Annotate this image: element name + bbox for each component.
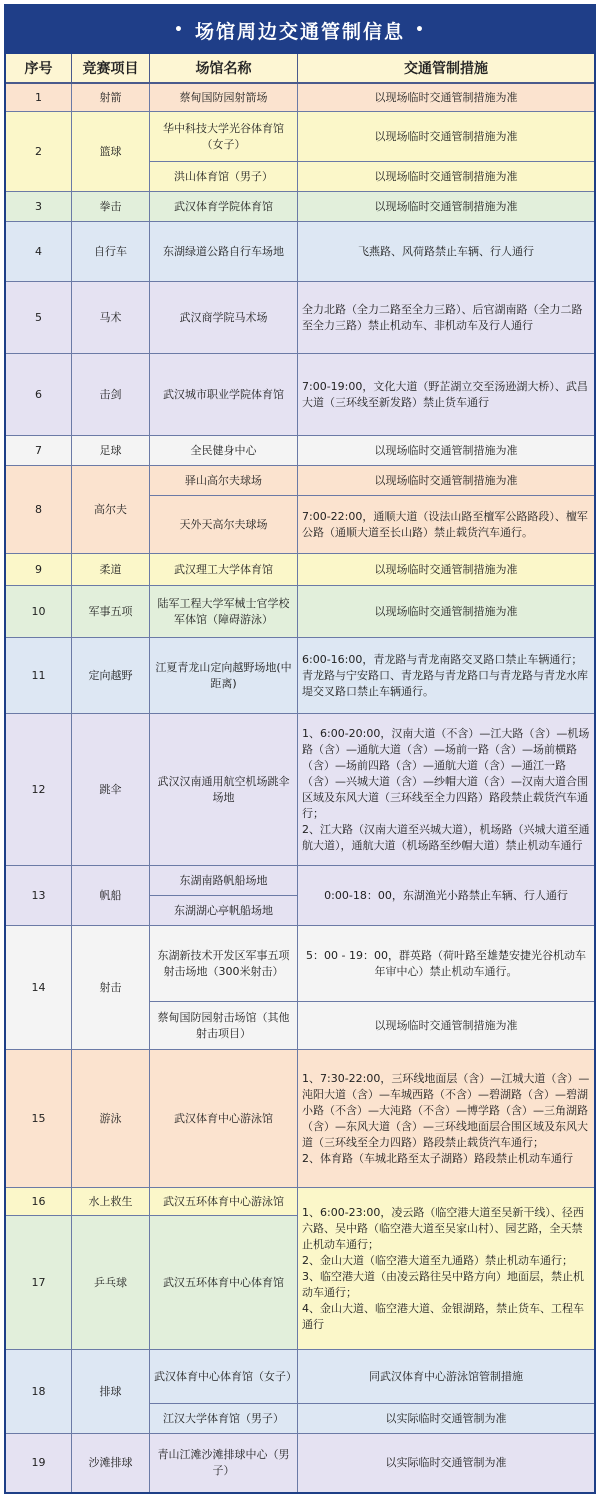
row-sport: 定向越野 (72, 638, 150, 714)
control-measure: 以现场临时交通管制措施为准 (298, 1002, 594, 1050)
control-measure: 以现场临时交通管制措施为准 (298, 586, 594, 638)
row-sport: 自行车 (72, 222, 150, 282)
page-title (6, 6, 594, 54)
header-no: 序号 (6, 54, 72, 84)
venue-name: 洪山体育馆（男子） (150, 162, 298, 192)
venue-name: 东湖湖心亭帆船场地 (150, 896, 298, 926)
venue-name: 武汉城市职业学院体育馆 (150, 354, 298, 436)
venue-name: 江夏青龙山定向越野场地(中距离) (150, 638, 298, 714)
control-measure: 5：00 - 19：00，群英路（荷叶路至雄楚安捷光谷机动车年审中心）禁止机动车通行。 (298, 926, 594, 1002)
control-measure: 全力北路（全力二路至全力三路）、后官湖南路（全力二路至全力三路）禁止机动车、非机动车及行人通行 (298, 282, 594, 354)
venue-name: 青山江滩沙滩排球中心（男子） (150, 1434, 298, 1492)
venue-name: 蔡甸国防园射击场馆（其他射击项目） (150, 1002, 298, 1050)
control-measure: 1、6:00-23:00，凌云路（临空港大道至吴新干线）、径西六路、吴中路（临空港大道至吴家山村）、园艺路，全天禁止机动车通行； 2、金山大道（临空港大道至九通路）禁止机动车通行； 3、临空港大道（由凌云路往吴中路方向）地面层，禁止机动车通行； 4、金山大道、临空港大道、金银湖路，禁止货车、工程车通行 (298, 1188, 594, 1350)
bullet-icon: • (174, 22, 185, 38)
row-sport: 高尔夫 (72, 466, 150, 554)
header-sport: 竞赛项目 (72, 54, 150, 84)
row-no: 10 (6, 586, 72, 638)
venue-name: 陆军工程大学军械士官学校军体馆（障碍游泳） (150, 586, 298, 638)
row-sport: 拳击 (72, 192, 150, 222)
row-sport: 足球 (72, 436, 150, 466)
control-measure: 0:00-18：00，东湖渔光小路禁止车辆、行人通行 (298, 866, 594, 926)
row-no: 4 (6, 222, 72, 282)
header-venue: 场馆名称 (150, 54, 298, 84)
row-sport: 跳伞 (72, 714, 150, 866)
venue-name: 武汉汉南通用航空机场跳伞场地 (150, 714, 298, 866)
control-measure: 以现场临时交通管制措施为准 (298, 436, 594, 466)
traffic-control-table (4, 4, 596, 1494)
row-no: 9 (6, 554, 72, 586)
control-measure: 1、6:00-20:00，汉南大道（不含）—江大路（含）—机场路（含）—通航大道（含）—场前一路（含）—场前横路（含）—场前四路（含）—通航大道（含）—通江一路（含）—兴城大道（含）—纱帽大道（含）—汉南大道合围区域及东风大道（三环线至全力四路）路段禁止载货汽车通行； 2、江大路（汉南大道至兴城大道），机场路（兴城大道至通航大道），通航大道（机场路至纱帽大道）禁止机动车通行 (298, 714, 594, 866)
row-no: 17 (6, 1216, 72, 1350)
row-no: 2 (6, 112, 72, 192)
row-sport: 射击 (72, 926, 150, 1050)
row-no: 18 (6, 1350, 72, 1434)
venue-name: 武汉体育中心体育馆（女子） (150, 1350, 298, 1404)
row-no: 12 (6, 714, 72, 866)
venue-name: 东湖南路帆船场地 (150, 866, 298, 896)
venue-name: 东湖新技术开发区军事五项射击场地（300米射击） (150, 926, 298, 1002)
row-no: 5 (6, 282, 72, 354)
row-sport: 击剑 (72, 354, 150, 436)
control-measure: 7:00-19:00，文化大道（野芷湖立交至汤逊湖大桥）、武昌大道（三环线至新发路）禁止货车通行 (298, 354, 594, 436)
row-sport: 军事五项 (72, 586, 150, 638)
row-sport: 篮球 (72, 112, 150, 192)
venue-name: 东湖绿道公路自行车场地 (150, 222, 298, 282)
header-measure: 交通管制措施 (298, 54, 594, 84)
row-no: 13 (6, 866, 72, 926)
venue-name: 武汉体育中心游泳馆 (150, 1050, 298, 1188)
venue-name: 蔡甸国防园射箭场 (150, 84, 298, 112)
row-no: 16 (6, 1188, 72, 1216)
row-sport: 马术 (72, 282, 150, 354)
venue-name: 武汉商学院马术场 (150, 282, 298, 354)
row-sport: 排球 (72, 1350, 150, 1434)
row-no: 7 (6, 436, 72, 466)
row-no: 6 (6, 354, 72, 436)
venue-name: 天外天高尔夫球场 (150, 496, 298, 554)
venue-name: 武汉五环体育中心体育馆 (150, 1216, 298, 1350)
control-measure: 以实际临时交通管制为准 (298, 1434, 594, 1492)
control-measure: 以现场临时交通管制措施为准 (298, 84, 594, 112)
row-sport: 水上救生 (72, 1188, 150, 1216)
control-measure: 6:00-16:00，青龙路与青龙南路交叉路口禁止车辆通行；青龙路与宁安路口、青龙路与青龙路口与青龙路与青龙水库堤交叉路口禁止车辆通行。 (298, 638, 594, 714)
venue-name: 武汉理工大学体育馆 (150, 554, 298, 586)
venue-name: 驿山高尔夫球场 (150, 466, 298, 496)
row-no: 19 (6, 1434, 72, 1492)
control-measure: 以现场临时交通管制措施为准 (298, 466, 594, 496)
venue-name: 华中科技大学光谷体育馆（女子） (150, 112, 298, 162)
row-sport: 沙滩排球 (72, 1434, 150, 1492)
row-sport: 帆船 (72, 866, 150, 926)
venue-name: 武汉体育学院体育馆 (150, 192, 298, 222)
control-measure: 以现场临时交通管制措施为准 (298, 162, 594, 192)
row-no: 14 (6, 926, 72, 1050)
control-measure: 以实际临时交通管制为准 (298, 1404, 594, 1434)
row-sport: 柔道 (72, 554, 150, 586)
control-measure: 以现场临时交通管制措施为准 (298, 112, 594, 162)
row-no: 8 (6, 466, 72, 554)
venue-name: 全民健身中心 (150, 436, 298, 466)
bullet-icon: • (415, 22, 426, 38)
control-measure: 1、7:30-22:00，三环线地面层（含）—江城大道（含）—沌阳大道（含）—车城西路（不含）—碧湖路（含）—碧湖小路（不含）—大沌路（不含）—博学路（含）—三角湖路（含）—东风大道（含）—三环线地面层合围区域及东风大道（三环线至全力四路）路段禁止载货汽车通行； 2、体育路（车城北路至太子湖路）路段禁止机动车通行 (298, 1050, 594, 1188)
row-no: 1 (6, 84, 72, 112)
row-sport: 乒乓球 (72, 1216, 150, 1350)
control-measure: 飞燕路、风荷路禁止车辆、行人通行 (298, 222, 594, 282)
row-sport: 游泳 (72, 1050, 150, 1188)
row-no: 15 (6, 1050, 72, 1188)
row-no: 11 (6, 638, 72, 714)
control-measure: 以现场临时交通管制措施为准 (298, 554, 594, 586)
row-sport: 射箭 (72, 84, 150, 112)
control-measure: 以现场临时交通管制措施为准 (298, 192, 594, 222)
venue-name: 武汉五环体育中心游泳馆 (150, 1188, 298, 1216)
control-measure: 7:00-22:00，通顺大道（设法山路至檀军公路路段）、檀军公路（通顺大道至长山路）禁止载货汽车通行。 (298, 496, 594, 554)
control-measure: 同武汉体育中心游泳馆管制措施 (298, 1350, 594, 1404)
row-no: 3 (6, 192, 72, 222)
venue-name: 江汉大学体育馆（男子） (150, 1404, 298, 1434)
title-text: 场馆周边交通管制信息 (194, 20, 405, 43)
